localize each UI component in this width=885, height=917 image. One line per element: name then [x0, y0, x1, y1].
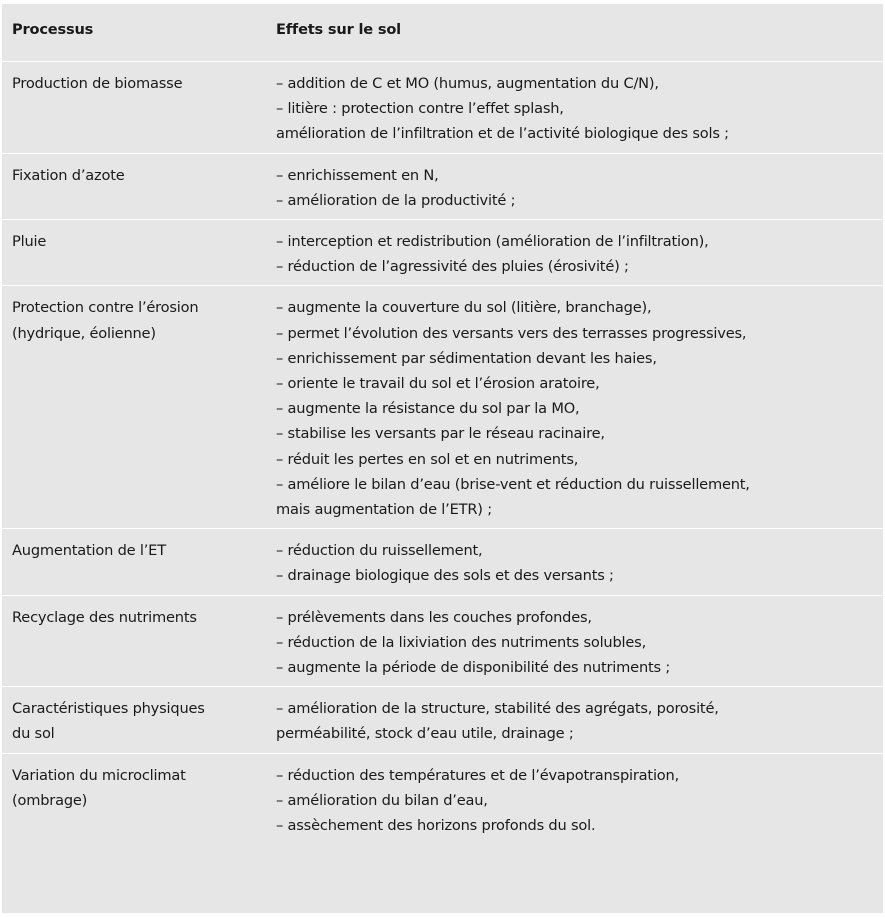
effect-line: – augmente la résistance du sol par la MO,	[276, 400, 580, 418]
table-row	[2, 286, 883, 529]
process-text: Caractéristiques physiques	[12, 700, 205, 718]
table-row	[2, 220, 883, 286]
process-text: Recyclage des nutriments	[12, 608, 197, 626]
process-cell	[2, 595, 266, 687]
effect-line: – enrichissement en N,	[276, 166, 439, 184]
effects-cell	[266, 62, 883, 154]
process-text: du sol	[12, 725, 55, 743]
effect-line: – réduction de l’agressivité des pluies (érosivité) ;	[276, 258, 629, 276]
effects-cell	[266, 220, 883, 286]
effect-line: – améliore le bilan d’eau (brise-vent et réduction du ruissellement,	[276, 475, 750, 493]
table-row	[2, 753, 883, 844]
header-effets: Effets sur le sol	[276, 21, 401, 38]
effects-cell	[266, 753, 883, 844]
effect-line: – litière : protection contre l’effet splash,	[276, 100, 564, 118]
effects-cell	[266, 286, 883, 529]
effect-line: – augmente la couverture du sol (litière, branchage),	[276, 299, 652, 317]
process-text: (ombrage)	[12, 791, 88, 809]
table-row	[2, 687, 883, 753]
table-row	[2, 153, 883, 219]
table-header-row	[2, 4, 883, 62]
effect-line: – amélioration de la productivité ;	[276, 191, 516, 209]
process-cell	[2, 153, 266, 219]
effects-table	[2, 4, 883, 844]
process-text: Pluie	[12, 233, 47, 251]
effect-line: – permet l’évolution des versants vers des terrasses progressives,	[276, 324, 747, 342]
table-row	[2, 62, 883, 154]
process-cell	[2, 753, 266, 844]
process-text: (hydrique, éolienne)	[12, 324, 156, 342]
effects-cell	[266, 153, 883, 219]
process-cell	[2, 687, 266, 753]
effect-line: – amélioration du bilan d’eau,	[276, 791, 488, 809]
effect-line: – assèchement des horizons profonds du sol.	[276, 817, 596, 835]
effect-line: – addition de C et MO (humus, augmentation du C/N),	[276, 75, 659, 92]
table-body	[2, 62, 883, 845]
effects-cell	[266, 529, 883, 595]
effect-line: – réduction du ruissellement,	[276, 542, 483, 560]
process-text: Protection contre l’érosion	[12, 299, 199, 317]
table-row	[2, 595, 883, 687]
process-cell	[2, 286, 266, 529]
effect-line: – amélioration de la structure, stabilité des agrégats, porosité,	[276, 700, 719, 718]
effect-line: – stabilise les versants par le réseau racinaire,	[276, 425, 605, 443]
effect-line: – réduit les pertes en sol et en nutriments,	[276, 450, 579, 468]
effect-line: mais augmentation de l’ETR) ;	[276, 501, 492, 519]
effects-cell	[266, 687, 883, 753]
effect-line: – réduction des températures et de l’évapotranspiration,	[276, 766, 680, 784]
process-text: Augmentation de l’ET	[12, 542, 166, 560]
effects-table-container	[2, 4, 883, 913]
effect-line: – interception et redistribution (amélioration de l’infiltration),	[276, 233, 709, 251]
effect-line: – prélèvements dans les couches profondes,	[276, 608, 592, 626]
process-text: Fixation d’azote	[12, 166, 125, 184]
effect-line: – oriente le travail du sol et l’érosion aratoire,	[276, 375, 600, 393]
effect-line: perméabilité, stock d’eau utile, drainage ;	[276, 725, 574, 743]
process-text: Variation du microclimat	[12, 766, 186, 784]
header-processus: Processus	[12, 21, 94, 38]
process-text: Production de biomasse	[12, 75, 183, 92]
process-cell	[2, 220, 266, 286]
effect-line: amélioration de l’infiltration et de l’activité biologique des sols ;	[276, 125, 729, 143]
effects-cell	[266, 595, 883, 687]
effect-line: – augmente la période de disponibilité des nutriments ;	[276, 659, 671, 677]
process-cell	[2, 62, 266, 154]
table-row	[2, 529, 883, 595]
process-cell	[2, 529, 266, 595]
effect-line: – enrichissement par sédimentation devant les haies,	[276, 349, 657, 367]
effect-line: – réduction de la lixiviation des nutriments solubles,	[276, 633, 647, 651]
effect-line: – drainage biologique des sols et des versants ;	[276, 567, 614, 585]
